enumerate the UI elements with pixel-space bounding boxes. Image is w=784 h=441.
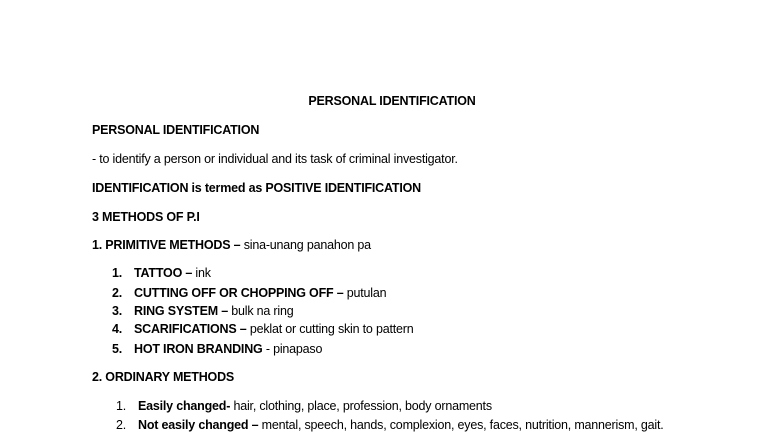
list-number: 2. (115, 418, 126, 432)
list-item-desc: putulan (346, 286, 387, 300)
list-item-label: RING SYSTEM – (134, 304, 228, 318)
list-item-label: TATTOO – (134, 266, 193, 280)
section-heading: PERSONAL IDENTIFICATION (92, 123, 260, 137)
list-item-desc: ink (195, 266, 211, 280)
primitive-methods-desc: sina-unang panahon pa (243, 238, 371, 252)
primitive-methods-label: 1. PRIMITIVE METHODS – (92, 238, 241, 252)
list-item-desc: hair, clothing, place, profession, body ornaments (233, 399, 492, 413)
list-item-label: HOT IRON BRANDING (134, 342, 263, 356)
primitive-methods-heading (92, 238, 371, 252)
list-item-desc: peklat or cutting skin to pattern (249, 322, 414, 336)
list-item-label: Not easily changed – (138, 418, 259, 432)
list-item-desc: - pinapaso (265, 342, 323, 356)
list-number: 4. (111, 322, 122, 336)
list-item-label: CUTTING OFF OR CHOPPING OFF – (134, 286, 344, 300)
list-number: 5. (111, 342, 122, 356)
page-title: PERSONAL IDENTIFICATION (308, 94, 476, 108)
list-number: 3. (111, 304, 122, 318)
positive-identification-text: IDENTIFICATION is termed as POSITIVE IDENTIFICATION (92, 181, 421, 195)
list-item-desc: bulk na ring (231, 304, 294, 318)
list-item-label: SCARIFICATIONS – (134, 322, 247, 336)
list-number: 1. (111, 266, 122, 280)
methods-heading: 3 METHODS OF P.I (92, 210, 200, 224)
list-number: 2. (111, 286, 122, 300)
list-item-label: Easily changed- (138, 399, 231, 413)
list-item-desc: mental, speech, hands, complexion, eyes, faces, nutrition, mannerism, gait. (261, 418, 664, 432)
definition-text: - to identify a person or individual and its task of criminal investigator. (92, 152, 458, 166)
list-number: 1. (115, 399, 126, 413)
ordinary-methods-heading: 2. ORDINARY METHODS (92, 370, 235, 384)
